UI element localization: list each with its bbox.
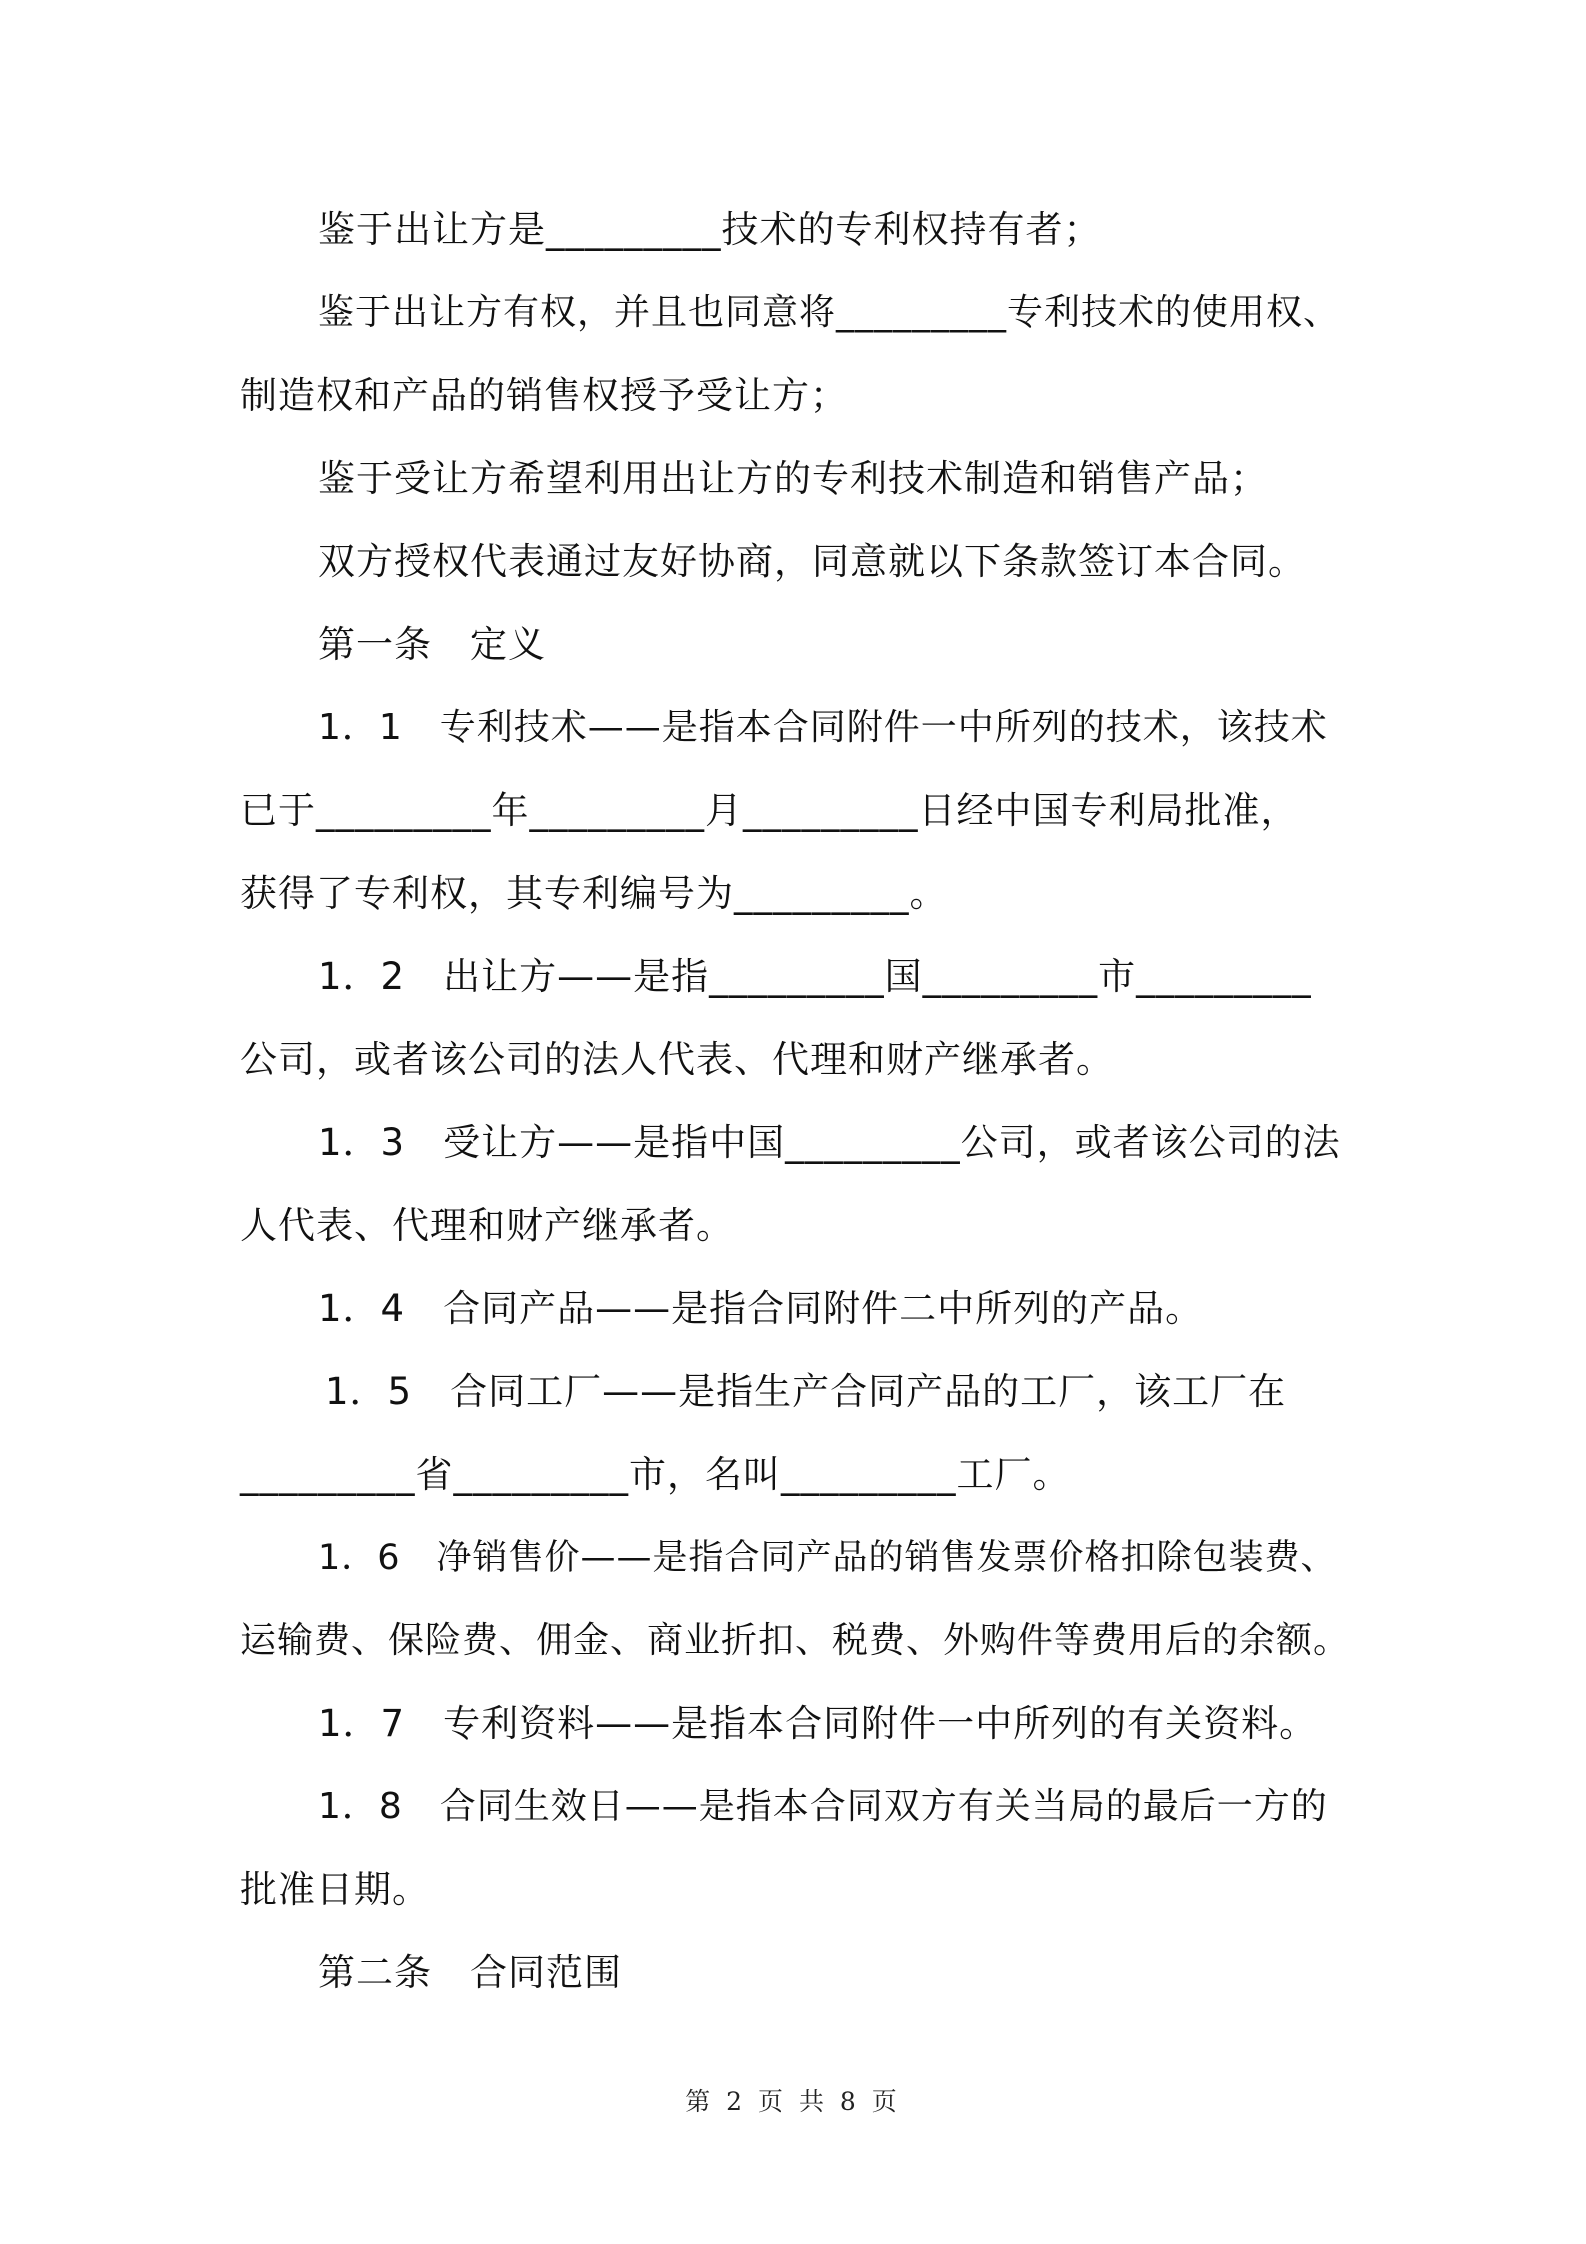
paragraph-line: 运输费、保险费、佣金、商业折扣、税费、外购件等费用后的余额。 (240, 1620, 1351, 1661)
paragraph-line: 鉴于受让方希望利用出让方的专利技术制造和销售产品； (318, 457, 1268, 500)
page-footer: 第 2 页 共 8 页 (685, 2087, 901, 2116)
paragraph-line: 已于_________年_________月_________日经中国专利局批准， (240, 789, 1299, 832)
paragraph-line: _________省_________市，名叫_________工厂。 (240, 1453, 1071, 1496)
paragraph-line: 1．2 出让方——是指_________国_________市_________ (318, 955, 1312, 998)
paragraph-line: 1．1 专利技术——是指本合同附件一中所列的技术，该技术 (318, 707, 1328, 748)
paragraph-line: 鉴于出让方有权，并且也同意将_________专利技术的使用权、 (318, 292, 1341, 333)
paragraph-line: 1．7 专利资料——是指本合同附件一中所列的有关资料。 (318, 1702, 1318, 1745)
paragraph-line: 获得了专利权，其专利编号为_________。 (240, 872, 948, 915)
paragraph-line: 1．3 受让方——是指中国_________公司，或者该公司的法 (318, 1121, 1341, 1164)
paragraph-line: 双方授权代表通过友好协商，同意就以下条款签订本合同。 (318, 540, 1306, 583)
paragraph-line: 制造权和产品的销售权授予受让方； (240, 374, 848, 417)
paragraph-line: 1．5 合同工厂——是指生产合同产品的工厂，该工厂在 (325, 1370, 1287, 1413)
paragraph-line: 批准日期。 (240, 1868, 430, 1911)
paragraph-line: 1．6 净销售价——是指合同产品的销售发票价格扣除包装费、 (318, 1538, 1337, 1578)
paragraph-line: 1．8 合同生效日——是指本合同双方有关当局的最后一方的 (318, 1786, 1328, 1827)
section-heading: 第一条 定义 (318, 623, 546, 666)
paragraph-line: 1．4 合同产品——是指合同附件二中所列的产品。 (318, 1287, 1204, 1330)
paragraph-line: 鉴于出让方是_________技术的专利权持有者； (318, 208, 1102, 251)
paragraph-line: 人代表、代理和财产继承者。 (240, 1204, 734, 1247)
section-heading: 第二条 合同范围 (318, 1951, 622, 1994)
paragraph-line: 公司，或者该公司的法人代表、代理和财产继承者。 (240, 1038, 1114, 1081)
